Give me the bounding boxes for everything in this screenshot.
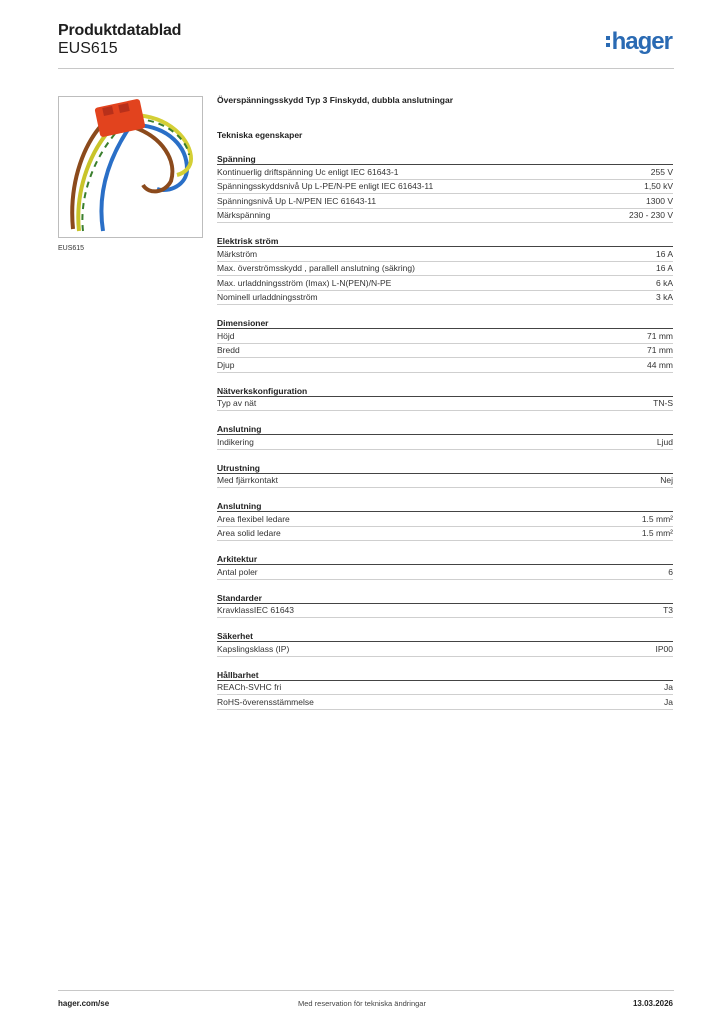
spec-section [217, 553, 673, 580]
spec-value: TN-S [653, 398, 673, 409]
spec-row [217, 604, 673, 619]
footer-divider [58, 990, 674, 991]
header-divider [58, 68, 674, 69]
spec-label: Spänningsnivå Up L-N/PEN IEC 61643-11 [217, 195, 377, 206]
technical-properties-heading: Tekniska egenskaper [217, 130, 303, 140]
spec-label: Märkspänning [217, 210, 271, 221]
section-title: Standarder [217, 592, 673, 604]
spec-value: Ljud [656, 436, 673, 447]
spec-row [217, 344, 673, 359]
spec-value: 1.5 mm² [641, 528, 673, 539]
spec-label: Area solid ledare [217, 528, 281, 539]
spec-value: 255 V [650, 166, 673, 177]
logo-text: hager [611, 28, 672, 55]
spec-row [217, 180, 673, 195]
spec-value: Ja [664, 696, 673, 707]
spec-section [217, 317, 673, 373]
surge-protector-illustration [59, 97, 203, 238]
spec-label: Max. urladdningsström (Imax) L-N(PEN)/N-PE [217, 277, 392, 288]
section-title: Arkitektur [217, 553, 673, 565]
spec-row [217, 527, 673, 542]
spec-value: 16 A [655, 263, 673, 274]
spec-label: Bredd [217, 345, 240, 356]
section-title: Dimensioner [217, 317, 673, 329]
spec-section [217, 235, 673, 305]
spec-label: Kapslingsklass (IP) [217, 643, 290, 654]
spec-section [217, 592, 673, 619]
product-image [58, 96, 203, 238]
spec-label: Höjd [217, 330, 235, 341]
spec-value: Ja [664, 682, 673, 693]
specifications [217, 93, 673, 710]
image-caption: EUS615 [58, 245, 85, 252]
spec-value: 1,50 kV [644, 181, 673, 192]
spec-value: T3 [663, 605, 673, 616]
spec-value: 1.5 mm² [641, 513, 673, 524]
spec-label: Typ av nät [217, 398, 257, 409]
spec-section [217, 669, 673, 710]
spec-row [217, 262, 673, 277]
document-title: Produktdatablad [58, 22, 182, 39]
spec-value: 6 [668, 566, 673, 577]
spec-section [217, 462, 673, 489]
section-title: Nätverkskonfiguration [217, 385, 673, 397]
logo-colon-icon [606, 34, 610, 48]
spec-row [217, 681, 673, 696]
spec-row [217, 329, 673, 344]
spec-section [217, 630, 673, 657]
spec-label: Max. överströmsskydd , parallell anslutning (säkring) [217, 263, 415, 274]
spec-label: Antal poler [217, 566, 258, 577]
spec-row [217, 276, 673, 291]
product-description: Överspänningsskydd Typ 3 Finskydd, dubbla anslutningar [217, 95, 453, 105]
spec-value: 1300 V [646, 195, 673, 206]
spec-value: 230 - 230 V [629, 210, 673, 221]
spec-value: Nej [660, 475, 673, 486]
spec-label: Spänningsskyddsnivå Up L-PE/N-PE enligt IEC 61643-11 [217, 181, 434, 192]
spec-row [217, 512, 673, 527]
footer-date: 13.03.2026 [632, 999, 673, 1008]
spec-row [217, 642, 673, 657]
spec-sections [217, 153, 673, 710]
section-title: Elektrisk ström [217, 235, 673, 247]
spec-row [217, 695, 673, 710]
spec-row [217, 565, 673, 580]
spec-label: Indikering [217, 436, 254, 447]
spec-section [217, 423, 673, 450]
spec-row [217, 247, 673, 262]
footer-notice: Med reservation för tekniska ändringar [298, 999, 426, 1008]
spec-row [217, 194, 673, 209]
product-code: EUS615 [58, 40, 118, 57]
spec-label: RoHS-överensstämmelse [217, 696, 314, 707]
section-title: Säkerhet [217, 630, 673, 642]
page-header [58, 22, 674, 68]
spec-value: 71 mm [647, 330, 673, 341]
spec-row [217, 435, 673, 450]
spec-label: Märkström [217, 248, 258, 259]
spec-row [217, 358, 673, 373]
spec-section [217, 385, 673, 412]
spec-row [217, 165, 673, 180]
spec-label: Med fjärrkontakt [217, 475, 278, 486]
spec-value: 3 kA [655, 292, 673, 303]
spec-value: 16 A [655, 248, 673, 259]
spec-row [217, 397, 673, 412]
spec-row [217, 474, 673, 489]
footer-website: hager.com/se [58, 999, 110, 1008]
spec-row [217, 291, 673, 306]
spec-label: KravklassIEC 61643 [217, 605, 295, 616]
spec-label: Djup [217, 359, 235, 370]
spec-row [217, 209, 673, 224]
hager-logo [606, 28, 672, 56]
spec-label: Nominell urladdningsström [217, 292, 318, 303]
spec-value: 71 mm [647, 345, 673, 356]
spec-section [217, 500, 673, 541]
spec-label: Area flexibel ledare [217, 513, 290, 524]
spec-value: 6 kA [655, 277, 673, 288]
section-title: Hållbarhet [217, 669, 673, 681]
section-title: Anslutning [217, 500, 673, 512]
section-title: Spänning [217, 153, 673, 165]
spec-section [217, 153, 673, 223]
section-title: Anslutning [217, 423, 673, 435]
spec-label: REACh-SVHC fri [217, 682, 282, 693]
spec-value: 44 mm [647, 359, 673, 370]
spec-label: Kontinuerlig driftspänning Uc enligt IEC 61643-1 [217, 166, 399, 177]
spec-value: IP00 [655, 643, 673, 654]
section-title: Utrustning [217, 462, 673, 474]
